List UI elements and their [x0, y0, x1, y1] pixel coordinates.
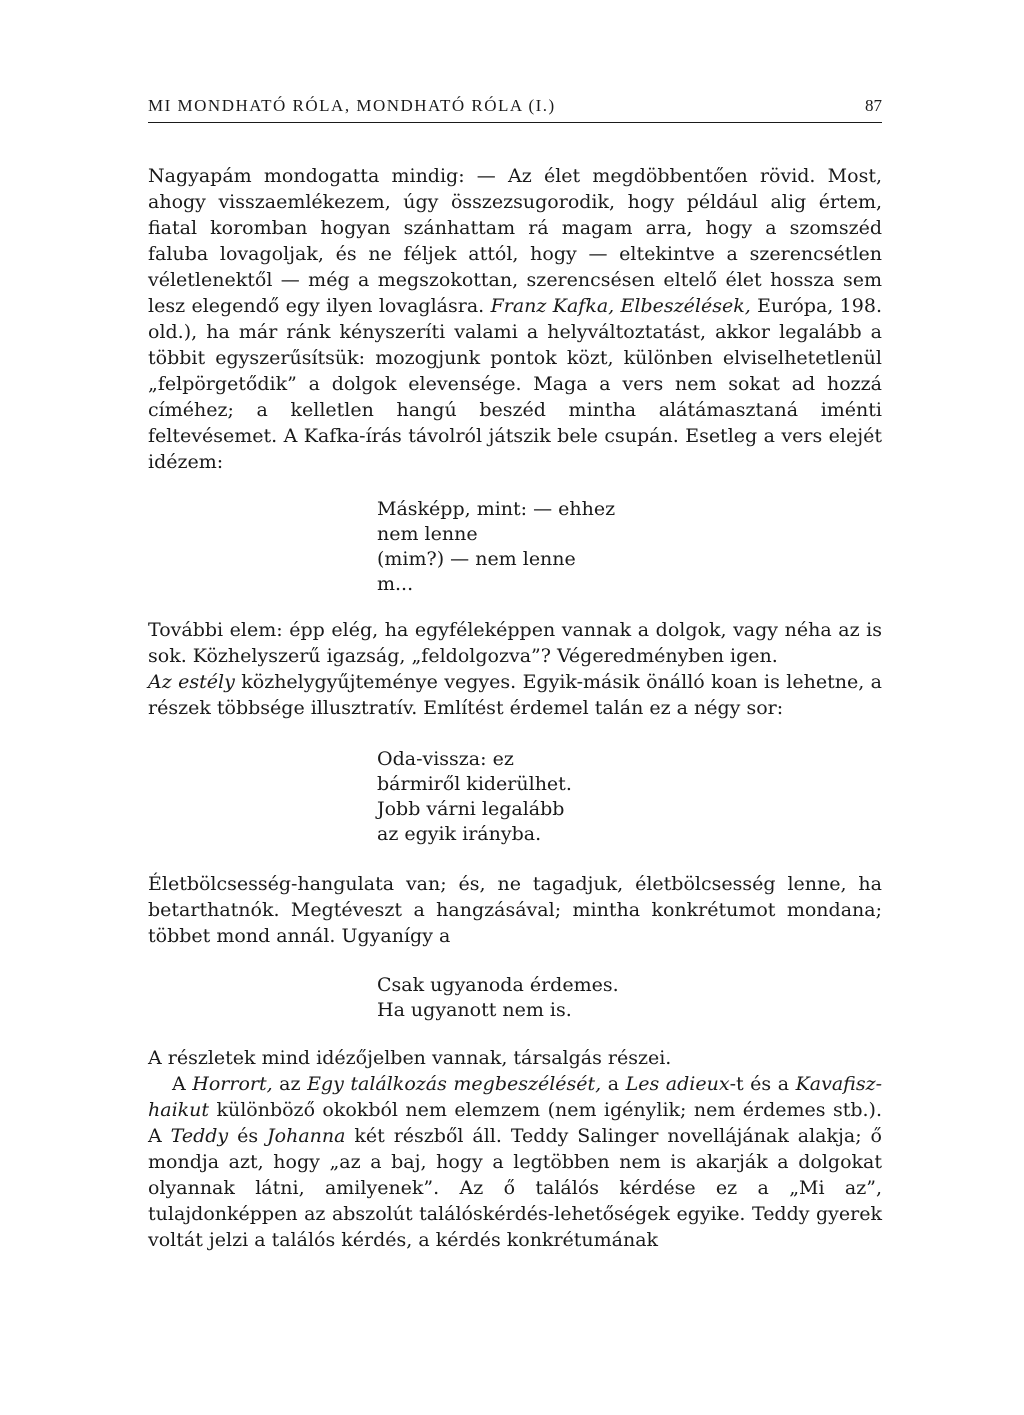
poem-quote-3	[377, 973, 882, 1023]
page-number: 87	[865, 96, 882, 115]
paragraph-4: A részletek mind idézőjelben vannak, társalgás részei.	[148, 1047, 672, 1069]
text-run: két részből áll. Teddy Salinger novellájának alakja; ő mondja azt, hogy „az a baj, hogy a legtöbben nem is akarják a dolgokat olyannak látni, amilyenek”. Az ő találós kérdése ez a „Mi az”, tulajdonképpen az abszolút találóskérdés-lehetőségek egyike. Teddy gyerek voltát jelzi a találós kérdés, a kérdés konkrétumának	[148, 1125, 882, 1251]
italic-title: Johanna	[267, 1125, 346, 1147]
poem-quote-2	[377, 747, 882, 847]
book-page	[148, 96, 882, 1253]
italic-title: Les adieux	[625, 1073, 730, 1095]
poem-line: (mim?) — nem lenne	[377, 548, 576, 570]
poem-line: Csak ugyanoda érdemes.	[377, 974, 619, 996]
italic-title: Kavafisz-haikut	[148, 1073, 882, 1121]
running-header	[148, 96, 882, 123]
poem-line: Jobb várni legalább	[377, 798, 565, 820]
poem-line: Ha ugyanott nem is.	[377, 999, 572, 1021]
paragraph-1	[148, 163, 882, 475]
poem-line: nem lenne	[377, 523, 478, 545]
paragraph-2-text-a: További elem: épp elég, ha egyféleképpen vannak a dolgok, vagy néha az is sok. Közhelyszerű igazság, „feldolgozva”? Végeredményben igen.	[148, 619, 882, 667]
italic-title: Teddy	[170, 1125, 229, 1147]
poem-line: m...	[377, 573, 414, 595]
italic-title: Egy találkozás megbeszélését,	[307, 1073, 602, 1095]
text-run: a	[601, 1073, 626, 1095]
poem-line: Oda-vissza: ez	[377, 748, 514, 770]
italic-title: Horrort,	[192, 1073, 273, 1095]
running-title: MI MONDHATÓ RÓLA, MONDHATÓ RÓLA (I.)	[148, 96, 556, 115]
paragraph-2	[148, 617, 882, 721]
poem-line: az egyik irányba.	[377, 823, 542, 845]
body-text	[148, 163, 882, 1253]
paragraph-1-text-a: Nagyapám mondogatta mindig: — Az élet megdöbbentően rövid. Most, ahogy visszaemlékezem, úgy összezsugorodik, hogy például alig értem, fiatal koromban hogyan szánhattam rá magam arra, hogy a szomszéd faluba lovagoljak, és ne féljek attól, hogy — eltekintve a szerencsétlen véletlenektől — még a megszokottan, szerencsésen eltelő élet hossza sem lesz elegendő egy ilyen lovaglásra.	[148, 165, 882, 317]
paragraph-2-text-b: közhelygyűjteménye vegyes. Egyik-másik önálló koan is lehetne, a részek többsége illusztratív. Említést érdemel talán ez a négy sor:	[148, 671, 882, 719]
paragraph-1-text-b: Európa, 198. old.), ha már ránk kényszeríti valami a helyváltoztatást, akkor legalább a többit egyszerűsítsük: mozogjunk pontok közt, különben elviselhetetlenül „felpörgetődik” a dolgok elevensége. Maga a vers nem sokat ad hozzá címéhez; a kelletlen hangú beszéd mintha alátámasztaná iménti feltevésemet. A Kafka-írás távolról játszik bele csupán. Esetleg a vers elejét idézem:	[148, 295, 882, 473]
poem-line: bármiről kiderülhet.	[377, 773, 572, 795]
paragraph-5	[148, 1071, 882, 1253]
text-run: A	[172, 1073, 193, 1095]
poem-quote-1	[377, 497, 882, 597]
text-run: és	[228, 1125, 268, 1147]
text-run: különböző okokból nem elemzem (nem igénylik; nem érdemes stb.). A	[148, 1099, 882, 1147]
book-title: Az estély	[148, 671, 235, 693]
poem-line: Másképp, mint: — ehhez	[377, 498, 616, 520]
text-run: az	[272, 1073, 308, 1095]
paragraph-3: Életbölcsesség-hangulata van; és, ne tagadjuk, életbölcsesség lenne, ha betarthatnók. Megtéveszt a hangzásával; mintha konkrétumot mondana; többet mond annál. Ugyanígy a	[148, 873, 882, 947]
text-run: -t és a	[729, 1073, 796, 1095]
kafka-citation: Franz Kafka, Elbeszélések,	[490, 295, 751, 317]
